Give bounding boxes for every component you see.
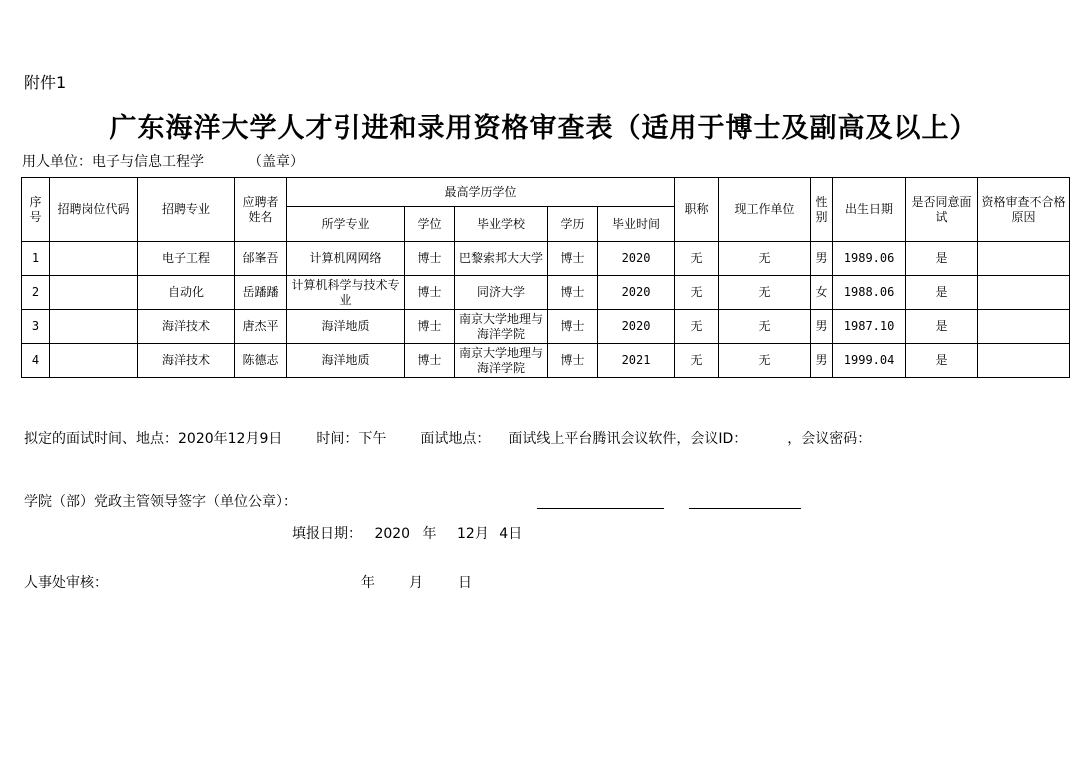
interview-planned: 拟定的面试时间、地点：2020年12月9日 <box>24 431 283 447</box>
table-row <box>22 242 1070 276</box>
header-name: 应聘者姓名 <box>235 178 287 242</box>
page-title: 广东海洋大学人才引进和录用资格审查表（适用于博士及副高及以上） <box>109 113 978 144</box>
header-studied-major: 所学专业 <box>287 207 405 242</box>
cell-agree: 是 <box>906 344 978 378</box>
header-major: 招聘专业 <box>138 178 235 242</box>
cell-birth: 1987.10 <box>833 310 906 344</box>
cell-post-code <box>50 344 138 378</box>
cell-post-code <box>50 310 138 344</box>
cell-school: 南京大学地理与海洋学院 <box>455 310 548 344</box>
fill-date <box>292 523 522 543</box>
cell-grad-year: 2020 <box>598 310 675 344</box>
cell-education: 博士 <box>548 344 598 378</box>
cell-name: 岳蹯蹯 <box>235 276 287 310</box>
cell-degree: 博士 <box>405 242 455 276</box>
cell-name: 邰峯吾 <box>235 242 287 276</box>
interview-password: ，会议密码： <box>787 431 872 447</box>
seal-note: （盖章） <box>248 154 304 170</box>
cell-name: 唐杰平 <box>235 310 287 344</box>
header-reason: 资格审查不合格原因 <box>978 178 1070 242</box>
cell-school: 同济大学 <box>455 276 548 310</box>
unit-label: 用人单位：电子与信息工程学 <box>22 154 204 170</box>
cell-studied-major: 计算机科学与技术专业 <box>287 276 405 310</box>
cell-grad-year: 2020 <box>598 276 675 310</box>
cell-post-code <box>50 276 138 310</box>
cell-title-rank: 无 <box>675 276 719 310</box>
cell-reason <box>978 344 1070 378</box>
cell-degree: 博士 <box>405 276 455 310</box>
fill-date-label: 填报日期： <box>292 526 362 542</box>
qualification-table <box>21 177 1070 378</box>
cell-education: 博士 <box>548 242 598 276</box>
cell-studied-major: 海洋地质 <box>287 344 405 378</box>
hr-review-month: 月 <box>409 575 423 591</box>
table-row <box>22 276 1070 310</box>
cell-education: 博士 <box>548 310 598 344</box>
header-degree: 学位 <box>405 207 455 242</box>
cell-reason <box>978 310 1070 344</box>
fill-date-day: 4日 <box>499 526 523 542</box>
cell-major: 电子工程 <box>138 242 235 276</box>
cell-gender: 男 <box>811 242 833 276</box>
signature-label: 学院（部）党政主管领导签字（单位公章）： <box>24 494 297 510</box>
cell-grad-year: 2021 <box>598 344 675 378</box>
cell-school: 巴黎索邦大大学 <box>455 242 548 276</box>
cell-grad-year: 2020 <box>598 242 675 276</box>
cell-school: 南京大学地理与海洋学院 <box>455 344 548 378</box>
header-employer: 现工作单位 <box>719 178 811 242</box>
hr-review-year: 年 <box>361 575 375 591</box>
cell-reason <box>978 276 1070 310</box>
cell-gender: 男 <box>811 344 833 378</box>
cell-major: 自动化 <box>138 276 235 310</box>
cell-seq: 1 <box>22 242 50 276</box>
cell-name: 陈德志 <box>235 344 287 378</box>
cell-degree: 博士 <box>405 310 455 344</box>
employer-unit <box>22 151 304 171</box>
signature-line <box>537 508 664 509</box>
fill-date-year: 2020 <box>374 526 411 542</box>
header-row <box>22 178 1070 207</box>
cell-studied-major: 海洋地质 <box>287 310 405 344</box>
cell-employer: 无 <box>719 276 811 310</box>
interview-time: 时间：下午 <box>316 431 387 447</box>
cell-title-rank: 无 <box>675 242 719 276</box>
fill-date-month: 12月 <box>457 526 489 542</box>
fill-date-year-unit: 年 <box>422 526 437 542</box>
cell-major: 海洋技术 <box>138 344 235 378</box>
header-seq: 序号 <box>22 178 50 242</box>
cell-employer: 无 <box>719 344 811 378</box>
table-row <box>22 310 1070 344</box>
cell-reason <box>978 242 1070 276</box>
interview-place: 面试线上平台腾讯会议软件，会议ID： <box>508 431 748 447</box>
cell-seq: 4 <box>22 344 50 378</box>
cell-agree: 是 <box>906 242 978 276</box>
interview-info <box>24 428 871 448</box>
cell-seq: 3 <box>22 310 50 344</box>
cell-major: 海洋技术 <box>138 310 235 344</box>
cell-title-rank: 无 <box>675 344 719 378</box>
cell-birth: 1989.06 <box>833 242 906 276</box>
interview-place-label: 面试地点： <box>420 431 491 447</box>
header-title-rank: 职称 <box>675 178 719 242</box>
header-gender: 性别 <box>811 178 833 242</box>
cell-agree: 是 <box>906 310 978 344</box>
cell-education: 博士 <box>548 276 598 310</box>
cell-degree: 博士 <box>405 344 455 378</box>
header-post-code: 招聘岗位代码 <box>50 178 138 242</box>
cell-employer: 无 <box>719 310 811 344</box>
cell-agree: 是 <box>906 276 978 310</box>
cell-title-rank: 无 <box>675 310 719 344</box>
seal-line <box>689 508 801 509</box>
cell-gender: 男 <box>811 310 833 344</box>
cell-birth: 1988.06 <box>833 276 906 310</box>
cell-studied-major: 计算机网网络 <box>287 242 405 276</box>
cell-gender: 女 <box>811 276 833 310</box>
header-grad-year: 毕业时间 <box>598 207 675 242</box>
cell-post-code <box>50 242 138 276</box>
header-degree-group: 最高学历学位 <box>287 178 675 207</box>
header-agree: 是否同意面试 <box>906 178 978 242</box>
hr-review-day: 日 <box>458 575 472 591</box>
cell-seq: 2 <box>22 276 50 310</box>
table-row <box>22 344 1070 378</box>
header-education: 学历 <box>548 207 598 242</box>
attachment-label: 附件1 <box>24 73 67 92</box>
cell-employer: 无 <box>719 242 811 276</box>
hr-review-label: 人事处审核： <box>24 575 108 591</box>
header-school: 毕业学校 <box>455 207 548 242</box>
cell-birth: 1999.04 <box>833 344 906 378</box>
header-birth: 出生日期 <box>833 178 906 242</box>
